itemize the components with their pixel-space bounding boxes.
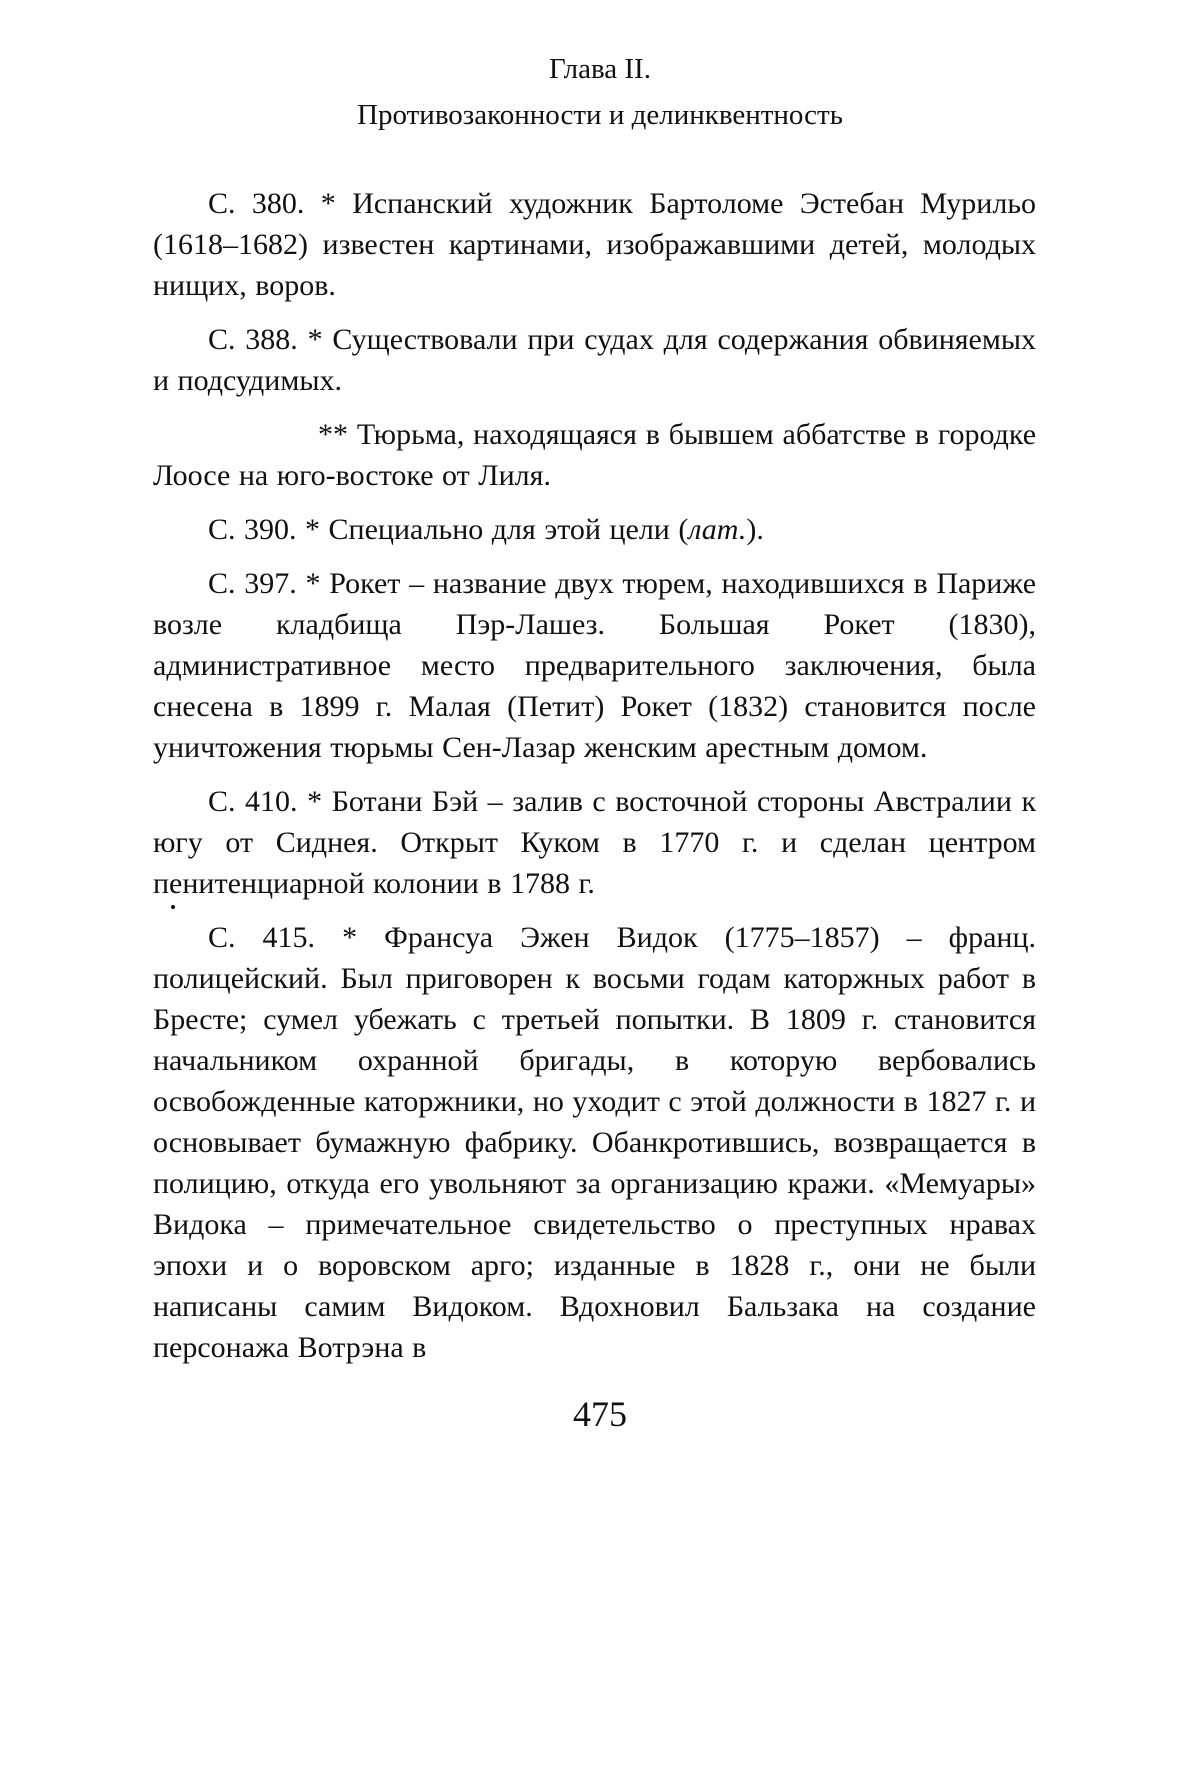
note-ref: С. 390. * bbox=[208, 513, 321, 546]
note-text: Испанский художник Бартоломе Эстебан Мурильо (1618–1682) известен картинами, изображавшими детей, молодых нищих, воров. bbox=[153, 187, 1037, 302]
note-text: Существовали при судах для содержания обвиняемых и подсудимых. bbox=[153, 323, 1037, 397]
page-number: 475 bbox=[573, 1394, 627, 1434]
note-p380 bbox=[153, 183, 1036, 306]
chapter-title: Противозаконности и делинквентность bbox=[357, 99, 843, 131]
note-p390 bbox=[153, 509, 1036, 550]
note-text: Рокет – название двух тюрем, находившихся в Париже возле кладбища Пэр-Лашез. Большая Рокет (1830), административное место предварительного заключения, была снесена в 1899 г. Малая (Петит) Рокет (1832) становится после уничтожения тюрьмы Сен-Лазар женским арестным домом. bbox=[153, 567, 1037, 764]
note-ref: С. 380. * bbox=[208, 187, 336, 220]
note-ref: С. 415. * bbox=[208, 921, 358, 954]
note-p388 bbox=[153, 319, 1036, 401]
chapter-heading: Глава II. bbox=[549, 53, 651, 85]
note-ref: С. 410. * bbox=[208, 785, 323, 818]
note-text-after: ). bbox=[746, 513, 764, 546]
note-text: Специально для этой цели ( bbox=[328, 513, 689, 546]
note-italic-abbr: лат. bbox=[688, 513, 747, 546]
note-p388-sub bbox=[153, 414, 1036, 496]
note-p410 bbox=[153, 781, 1036, 904]
note-text: Ботани Бэй – залив с восточной стороны Австралии к югу от Сиднея. Открыт Куком в 1770 г. и сделан центром пенитенциарной колонии в 1788 г. bbox=[153, 785, 1037, 900]
endnotes bbox=[153, 183, 1036, 1381]
note-p415 bbox=[153, 917, 1036, 1368]
note-text: Тюрьма, находящаяся в бывшем аббатстве в городке Лоосе на юго-востоке от Лиля. bbox=[153, 418, 1037, 492]
note-ref: С. 397. * bbox=[208, 567, 321, 600]
note-text: Франсуа Эжен Видок (1775–1857) – франц. полицейский. Был приговорен к восьми годам каторжных работ в Бресте; сумел убежать с третьей попытки. В 1809 г. становится начальником охранной бригады, в которую вербовались освобожденные каторжники, но уходит с этой должности в 1827 г. и основывает бумажную фабрику. Обанкротившись, возвращается в полицию, откуда его увольняют за организацию кражи. «Мемуары» Видока – примечательное свидетельство о преступных нравах эпохи и о воровском арго; изданные в 1828 г., они не были написаны самим Видоком. Вдохновил Бальзака на создание персонажа Вотрэна в bbox=[153, 921, 1037, 1364]
scan-speck bbox=[171, 905, 175, 909]
note-ref: ** bbox=[318, 418, 348, 451]
note-p397 bbox=[153, 563, 1036, 768]
note-ref: С. 388. * bbox=[208, 323, 323, 356]
